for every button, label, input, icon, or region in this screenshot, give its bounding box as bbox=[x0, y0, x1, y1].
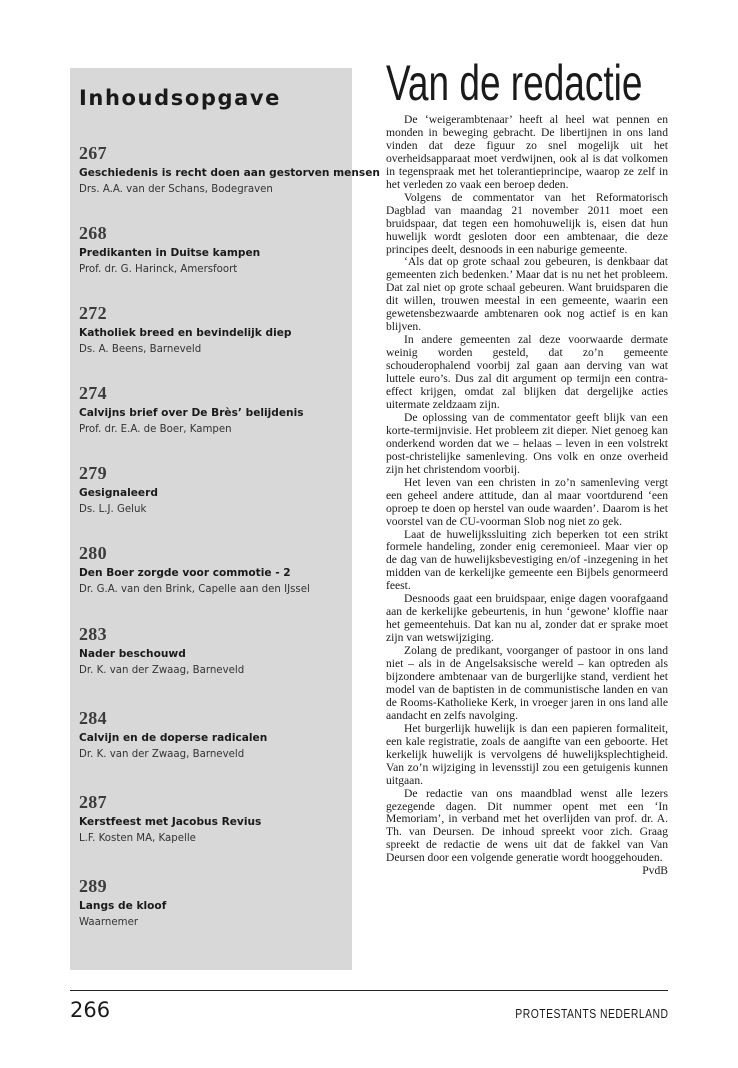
article-paragraph: Volgens de commentator van het Reformatorisch Dagblad van maandag 21 november 2011 moet een bruidspaar, dat tegen een homohuwelijk is, eisen dat hun huwelijk wordt gesloten door een ambtenaar, die deze principes deelt, desnoods in een naburige gemeente. bbox=[386, 190, 668, 256]
toc-entry-title: Gesignaleerd bbox=[79, 487, 158, 499]
footer-rule bbox=[70, 990, 668, 991]
toc-page-number: 283 bbox=[79, 624, 107, 644]
toc-entry[interactable] bbox=[79, 544, 347, 596]
toc-entry-title: Katholiek breed en bevindelijk diep bbox=[79, 327, 292, 339]
toc-entry-author: Dr. G.A. van den Brink, Capelle aan den IJssel bbox=[79, 583, 310, 595]
toc-entry-author: Prof. dr. E.A. de Boer, Kampen bbox=[79, 423, 232, 435]
toc-entry[interactable] bbox=[79, 464, 347, 516]
toc-entry-title: Den Boer zorgde voor commotie - 2 bbox=[79, 567, 291, 579]
toc-entry-author: Prof. dr. G. Harinck, Amersfoort bbox=[79, 263, 238, 275]
article-paragraph-last bbox=[386, 786, 668, 878]
toc-entry[interactable] bbox=[79, 384, 347, 436]
toc-entry[interactable] bbox=[79, 143, 380, 196]
article-paragraph: De oplossing van de commentator geeft blijk van een korte-termijnvisie. Het probleem zit dieper. Niet genoeg kan onderkend worden dat we – helaas – leven in een volstrekt post-christelijke samenleving. Ons volk en onze overheid zijn het christendom voorbij. bbox=[386, 410, 668, 476]
toc-entry-author: L.F. Kosten MA, Kapelle bbox=[79, 832, 196, 844]
toc-entry[interactable] bbox=[79, 877, 347, 929]
toc-page-number: 272 bbox=[79, 303, 107, 323]
toc-page-number: 267 bbox=[79, 143, 107, 163]
toc-page-number: 268 bbox=[79, 223, 107, 243]
article-paragraph: Laat de huwelijkssluiting zich beperken tot een strikt formele handeling, zonder enig ceremonieel. Maar vier op de dag van de huwelijksbevestiging en/of -inzegening in het midden van de kerkelijke gemeente een Bijbels genormeerd feest. bbox=[386, 527, 668, 593]
article-paragraph: Het leven van een christen in zo’n samenleving vergt een geheel andere attitude, dan al maar voortdurend ‘een oproep te doen op herstel van oude waarden’. Daarom is het voorstel van de CU-voorman Slob nog niet zo gek. bbox=[386, 475, 668, 528]
article-paragraph: In andere gemeenten zal deze voorwaarde dermate weinig worden gesteld, dat zo’n gemeente schouderophalend voorbij zal gaan aan derving van wat luttele euro’s. Dus zal dit argument op termijn een contra-effect krijgen, omdat zal blijken dat dergelijke acties uitermate zeldzaam zijn. bbox=[386, 333, 668, 411]
toc-entry[interactable] bbox=[79, 709, 347, 761]
article-title: Van de redactie bbox=[386, 55, 643, 111]
article-paragraph: Zolang de predikant, voorganger of pastoor in ons land niet – als in de Angelsaksische wereld – kan optreden als bijzondere ambtenaar van de burgerlijke stand, verdient het model van de baptisten in de communistische landen en van de Rooms-Katholieke Kerk, in vroeger jaren in ons land alle aandacht en zelfs navolging. bbox=[386, 644, 668, 722]
toc-title: Inhoudsopgave bbox=[79, 86, 282, 110]
toc-entry-author: Ds. A. Beens, Barneveld bbox=[79, 343, 202, 355]
publication-name: PROTESTANTS NEDERLAND bbox=[514, 1006, 668, 1021]
toc-entry-title: Predikanten in Duitse kampen bbox=[79, 247, 261, 259]
toc-entry-title: Geschiedenis is recht doen aan gestorven mensen bbox=[79, 167, 380, 179]
toc-entry[interactable] bbox=[79, 304, 347, 356]
toc-entry[interactable] bbox=[79, 793, 347, 845]
toc-page-number: 280 bbox=[79, 543, 107, 563]
toc-entry-author: Dr. K. van der Zwaag, Barneveld bbox=[79, 664, 245, 676]
toc-entry[interactable] bbox=[79, 224, 347, 276]
article-paragraph: De ‘weigerambtenaar’ heeft al heel wat pennen en monden in beweging gebracht. De libertijnen in ons land vinden dat deze figuur zo snel mogelijk uit het overheidsapparaat moet verdwijnen, ook al is dat volkomen in tegenspraak met het tolerantieprincipe, waarop ze zelf in het verleden zo vaak een beroep deden. bbox=[386, 113, 668, 191]
toc-entry-author: Ds. L.J. Geluk bbox=[79, 503, 147, 515]
article-signature: PvdB bbox=[642, 864, 668, 878]
article-paragraph: ‘Als dat op grote schaal zou gebeuren, is denkbaar dat gemeenten zich bedenken.’ Maar dat is nu net het probleem. Dat zal niet op grote schaal gebeuren. Want bruidsparen die dit willen, trouwen meestal in een gemeente, waarin een gewetensbezwaarde ambtenaren ook nog actief is en kan blijven. bbox=[386, 255, 668, 334]
table-of-contents bbox=[70, 68, 380, 970]
toc-page-number: 274 bbox=[79, 383, 107, 403]
article-paragraph: Het burgerlijk huwelijk is dan een papieren formaliteit, een kale registratie, zoals de aangifte van een geboorte. Het kerkelijk huwelijk is vervolgens dé huwelijksplechtigheid. Van zo’n wijziging in levensstijl zou een getuigenis kunnen uitgaan. bbox=[386, 721, 668, 787]
toc-entry-title: Kerstfeest met Jacobus Revius bbox=[79, 816, 262, 828]
toc-entry-author: Dr. K. van der Zwaag, Barneveld bbox=[79, 748, 245, 760]
editorial-article bbox=[386, 55, 668, 878]
toc-entry-title: Calvijn en de doperse radicalen bbox=[79, 732, 268, 744]
toc-entry-author: Waarnemer bbox=[79, 916, 139, 928]
toc-page-number: 289 bbox=[79, 876, 107, 896]
article-paragraph: Desnoods gaat een bruidspaar, enige dagen voorafgaand aan de kerkelijke gebeurtenis, in hun ‘gewone’ kloffie naar het gemeentehuis. Dat kan nu al, zonder dat er sprake moet zijn van wetswijziging. bbox=[386, 592, 668, 645]
article-body bbox=[386, 114, 668, 878]
page-number: 266 bbox=[70, 998, 111, 1022]
toc-entry-title: Calvijns brief over De Brès’ belijdenis bbox=[79, 407, 304, 419]
toc-page-number: 279 bbox=[79, 463, 107, 483]
article-paragraph-text: De redactie van ons maandblad wenst alle lezers gezegende dagen. Dit nummer opent met een ‘In Memoriam’, in verband met het overlijden van prof. dr. A. Th. van Deursen. De inhoud spreekt voor zich. Graag spreekt de redactie de wens uit dat de fakkel van Van Deursen door een volgende generatie wordt hooggehouden. bbox=[386, 786, 668, 865]
toc-page-number: 284 bbox=[79, 708, 107, 728]
toc-entry-author: Drs. A.A. van der Schans, Bodegraven bbox=[79, 183, 273, 195]
toc-entry-title: Nader beschouwd bbox=[79, 648, 186, 660]
toc-entry-title: Langs de kloof bbox=[79, 900, 167, 912]
toc-entry[interactable] bbox=[79, 625, 347, 677]
toc-page-number: 287 bbox=[79, 792, 107, 812]
